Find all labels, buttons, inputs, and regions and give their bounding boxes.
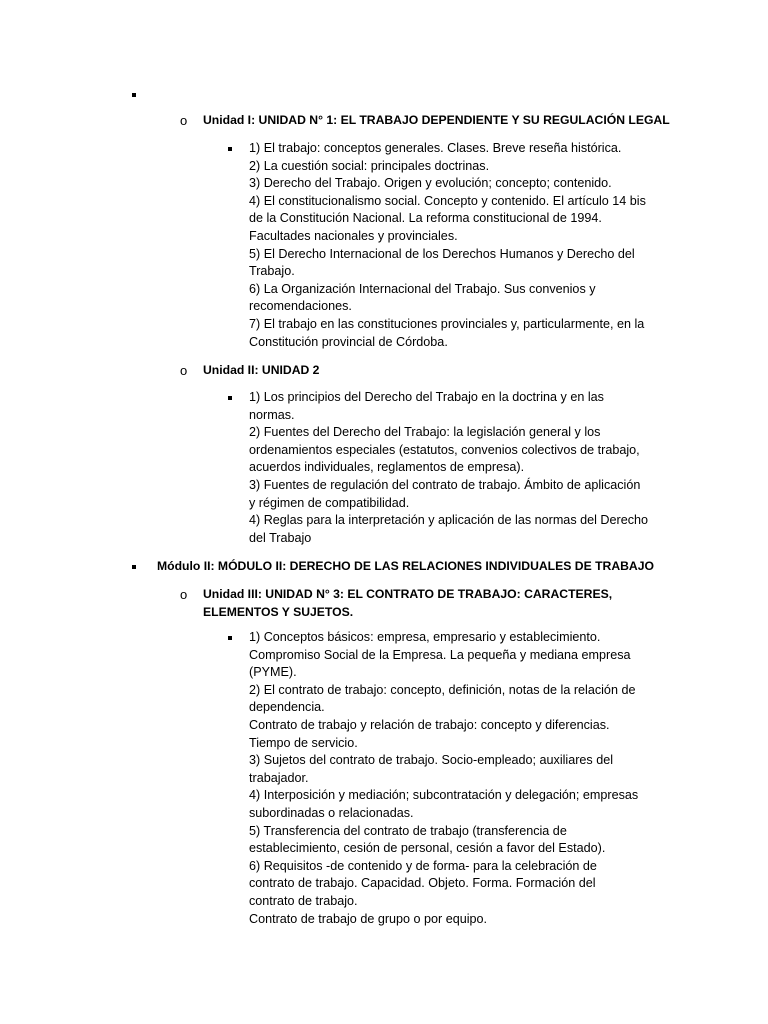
unidad-1-line: 6) La Organización Internacional del Trabajo. Sus convenios y: [249, 281, 596, 296]
unidad-3-line: contrato de trabajo.: [249, 893, 358, 908]
unidad-1-heading: Unidad I: UNIDAD N° 1: EL TRABAJO DEPENDIENTE Y SU REGULACIÓN LEGAL: [203, 113, 670, 127]
unidad-3-line: 5) Transferencia del contrato de trabajo (transferencia de: [249, 823, 567, 838]
unidad-3-items: [249, 629, 669, 928]
unidad-3-line: Contrato de trabajo de grupo o por equipo.: [249, 911, 488, 926]
unidad-1-line: Facultades nacionales y provinciales.: [249, 228, 458, 243]
unidad-3-line: Tiempo de servicio.: [249, 735, 358, 750]
unidad-1-line: 1) El trabajo: conceptos generales. Clases. Breve reseña histórica.: [249, 141, 622, 155]
unidad-1-items-bullet: [228, 147, 232, 151]
unidad-2-line: del Trabajo: [249, 530, 312, 545]
unidad-1-line: 2) La cuestión social: principales doctrinas.: [249, 158, 490, 173]
unidad-3-line: 6) Requisitos -de contenido y de forma- para la celebración de: [249, 858, 597, 873]
unidad-2-line: 1) Los principios del Derecho del Trabajo en la doctrina y en las: [249, 390, 604, 404]
unidad-2-line: 4) Reglas para la interpretación y aplicación de las normas del Derecho: [249, 513, 649, 528]
unidad-3-line: subordinadas o relacionadas.: [249, 805, 414, 820]
unidad-3-heading-line: ELEMENTOS Y SUJETOS.: [203, 604, 354, 619]
unidad-2-line: normas.: [249, 407, 295, 422]
unidad-3-line: Compromiso Social de la Empresa. La pequeña y mediana empresa: [249, 647, 631, 662]
unidad-3-items-bullet: [228, 636, 232, 640]
unidad-3-line: 3) Sujetos del contrato de trabajo. Socio-empleado; auxiliares del: [249, 753, 614, 768]
unidad-1-line: de la Constitución Nacional. La reforma constitucional de 1994.: [249, 211, 602, 226]
unidad-3-line: establecimiento, cesión de personal, cesión a favor del Estado).: [249, 841, 606, 856]
unidad-2-line: 3) Fuentes de regulación del contrato de trabajo. Ámbito de aplicación: [249, 477, 641, 492]
unidad-3-line: dependencia.: [249, 700, 325, 715]
unidad-3-line: 2) El contrato de trabajo: concepto, definición, notas de la relación de: [249, 682, 636, 697]
unidad-3-line: contrato de trabajo. Capacidad. Objeto. Forma. Formación del: [249, 876, 596, 891]
unidad-1-items: [249, 140, 669, 351]
empty-bullet-marker: [132, 93, 136, 97]
unidad-2-line: y régimen de compatibilidad.: [249, 495, 410, 510]
unidad-3-line: 4) Interposición y mediación; subcontratación y delegación; empresas: [249, 788, 639, 803]
unidad-2-items: [249, 389, 669, 547]
unidad-1-line: 4) El constitucionalismo social. Concepto y contenido. El artículo 14 bis: [249, 193, 646, 208]
unidad-3-line: 1) Conceptos básicos: empresa, empresario y establecimiento.: [249, 630, 601, 644]
unidad-1-line: 7) El trabajo en las constituciones provinciales y, particularmente, en la: [249, 316, 645, 331]
unidad-3-bullet: o: [180, 587, 188, 602]
unidad-3-heading: [203, 586, 612, 621]
unidad-1-bullet: o: [180, 113, 188, 128]
unidad-1-line: 3) Derecho del Trabajo. Origen y evolución; concepto; contenido.: [249, 176, 612, 191]
unidad-2-line: 2) Fuentes del Derecho del Trabajo: la legislación general y los: [249, 425, 601, 440]
unidad-2-line: ordenamientos especiales (estatutos, convenios colectivos de trabajo,: [249, 442, 640, 457]
unidad-2-items-bullet: [228, 396, 232, 400]
unidad-3-heading-line: Unidad III: UNIDAD N° 3: EL CONTRATO DE TRABAJO: CARACTERES,: [203, 587, 613, 601]
unidad-1-line: recomendaciones.: [249, 299, 352, 314]
unidad-1-line: Trabajo.: [249, 264, 295, 279]
unidad-3-line: Contrato de trabajo y relación de trabajo: concepto y diferencias.: [249, 717, 610, 732]
unidad-3-line: trabajador.: [249, 770, 309, 785]
unidad-1-line: 5) El Derecho Internacional de los Derechos Humanos y Derecho del: [249, 246, 635, 261]
modulo-2-heading: Módulo II: MÓDULO II: DERECHO DE LAS RELACIONES INDIVIDUALES DE TRABAJO: [157, 559, 654, 573]
unidad-2-line: acuerdos individuales, reglamentos de empresa).: [249, 460, 525, 475]
unidad-2-heading: Unidad II: UNIDAD 2: [203, 363, 320, 377]
unidad-2-bullet: o: [180, 363, 188, 378]
modulo-2-bullet: [132, 565, 136, 569]
unidad-3-line: (PYME).: [249, 665, 297, 680]
unidad-1-line: Constitución provincial de Córdoba.: [249, 334, 448, 349]
